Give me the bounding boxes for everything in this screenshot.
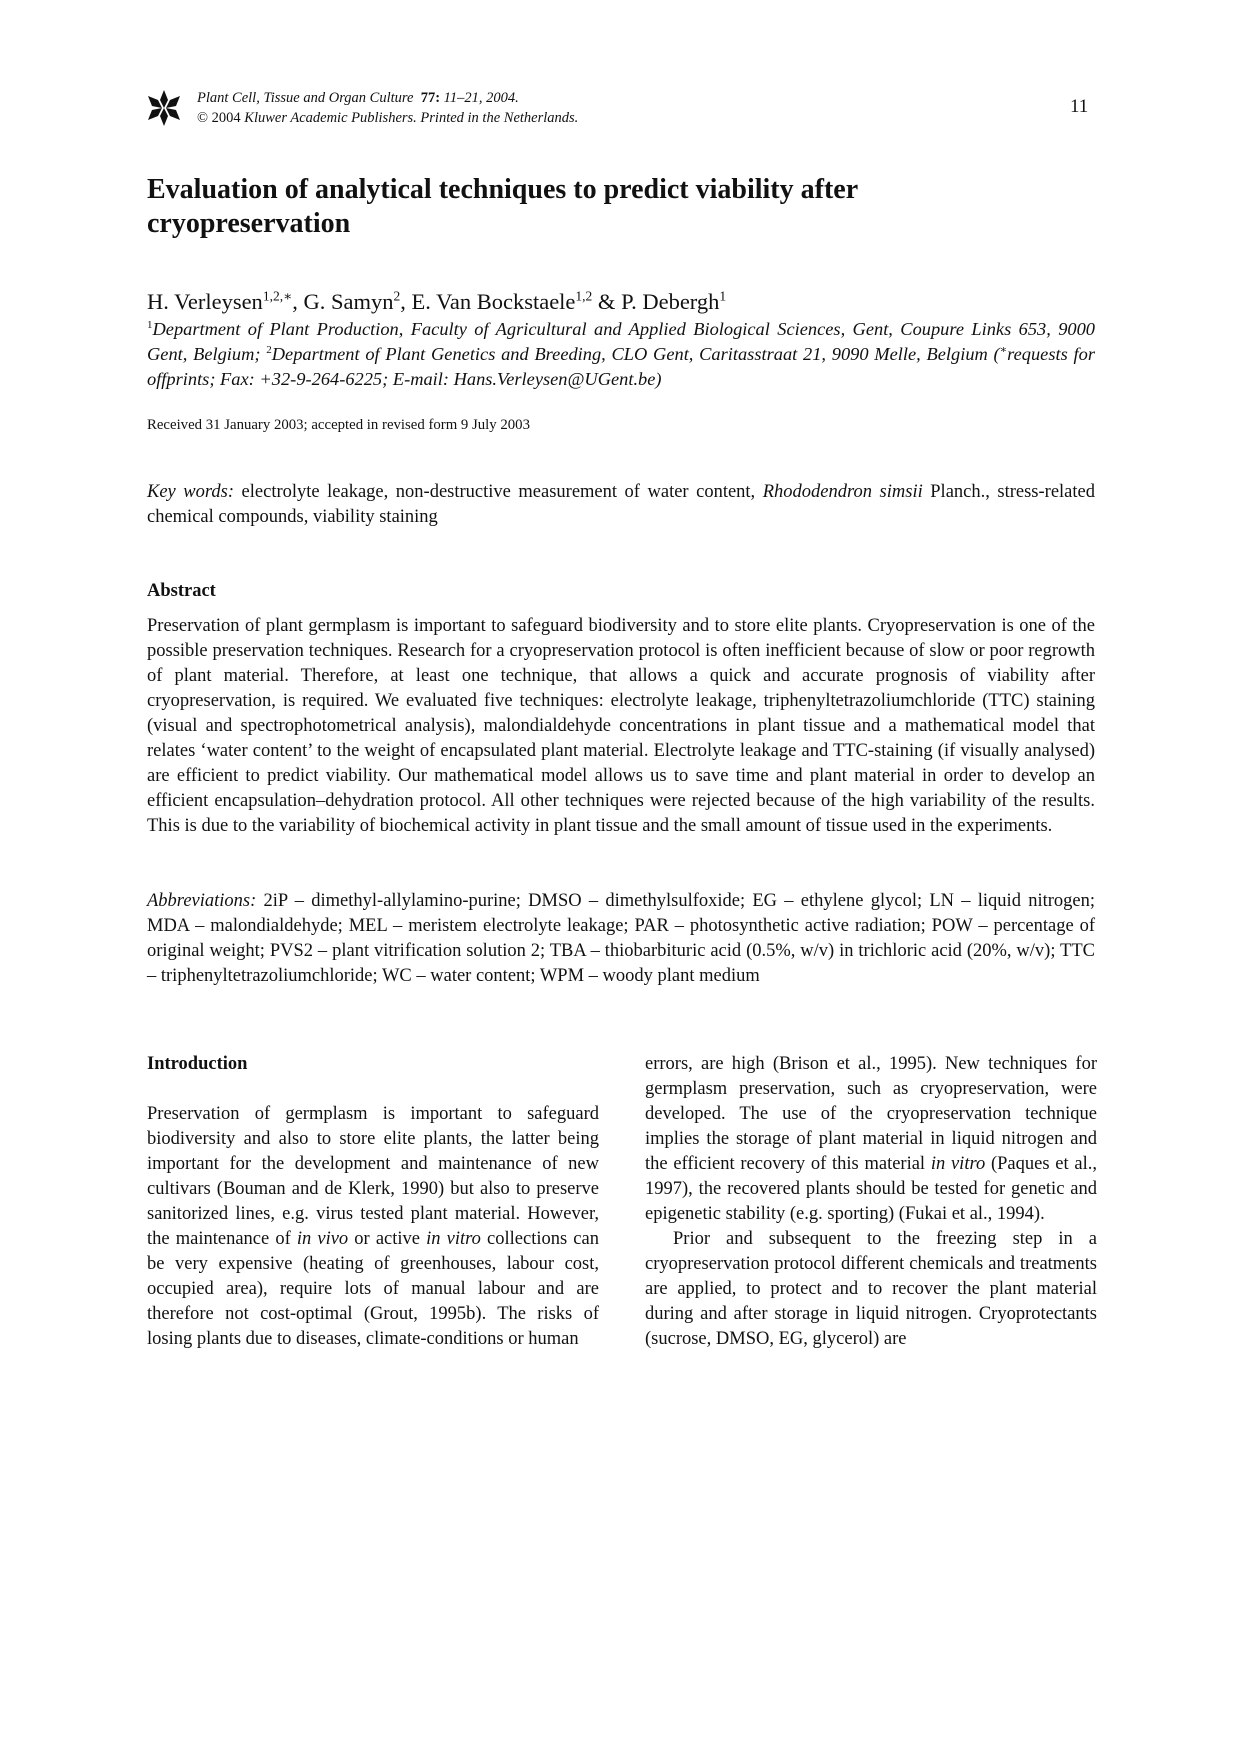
introduction-paragraph-continued — [645, 1052, 1097, 1227]
author-affiliation-mark: 1,2 — [575, 288, 593, 304]
abbreviations-text: 2iP – dimethyl-allylamino-purine; DMSO – dimethylsulfoxide; EG – ethylene glycol; LN – liquid nitrogen; MDA – malondialdehyde; MEL – meristem electrolyte leakage; PAR – photosynthetic active radiation; POW – percentage of original weight; PVS2 – plant vitrification solution 2; TBA – thiobarbituric acid (0.5%, w/v) in trichloric acid (20%, w/v); TTC – triphenyltetrazoliumchloride; WC – water content; WPM – woody plant medium — [147, 891, 1095, 986]
affiliation-text: Department of Plant Genetics and Breeding, CLO Gent, Caritasstraat 21, 9090 Melle, Belgium ( — [271, 344, 1000, 364]
copyright-prefix: © 2004 — [197, 110, 245, 126]
journal-citation — [197, 88, 578, 128]
author-affiliations — [147, 317, 1095, 392]
author-separator: , — [400, 289, 412, 314]
kluwer-publisher-logo-icon — [146, 88, 182, 128]
journal-pages-year: 11–21, 2004. — [440, 90, 519, 106]
abstract-text: Preservation of plant germplasm is important to safeguard biodiversity and to store elite plants. Cryopreservation is one of the possible preservation techniques. Research for a cryopreservation protocol is often inefficient because of slow or poor regrowth of plant material. Therefore, at least one technique, that allows a quick and accurate prognosis of viability after cryopreservation, is required. We evaluated five techniques: electrolyte leakage, triphenyltetrazoliumchloride (TTC) staining (visual and spectrophotometrical analysis), malondialdehyde concentrations in plant tissue and a mathematical model that relates ‘water content’ to the weight of encapsulated plant material. Electrolyte leakage and TTC-staining (if visually analysed) are efficient to predict viability. Our mathematical model allows us to save time and plant material in order to develop an efficient encapsulation–dehydration protocol. All other techniques were rejected because of the high variability of the results. This is due to the variability of biochemical activity in plant tissue and the small amount of tissue used in the experiments. — [147, 616, 1095, 836]
journal-volume: 77: — [420, 90, 441, 106]
paragraph-italic: in vitro — [426, 1229, 481, 1249]
keywords-species: Rhododendron simsii — [762, 482, 923, 502]
author-separator: & — [592, 289, 622, 314]
affiliation-mark: 2 — [266, 343, 272, 356]
author-name: G. Samyn — [303, 289, 394, 314]
author-affiliation-mark: 1,2,∗ — [262, 288, 293, 304]
author-list — [147, 287, 726, 317]
paragraph-text: (Paques et al., 1997), the recovered plants should be tested for genetic and epigenetic stability (e.g. sporting) (Fukai et al., 1994). — [645, 1154, 1097, 1224]
keywords — [147, 480, 1095, 530]
author-separator: , — [292, 289, 304, 314]
abbreviations — [147, 889, 1095, 989]
paragraph-text: collections can be very expensive (heating of greenhouses, labour cost, occupied area), require lots of manual labour and are therefore not cost-optimal (Grout, 1995b). The risks of losing plants due to diseases, climate-conditions or human — [147, 1229, 599, 1349]
copyright-line — [197, 108, 578, 128]
introduction-paragraph — [147, 1102, 599, 1352]
affiliation-text: Department of Plant Production, Faculty of Agricultural and Applied Biological Sciences, Gent, Coupure Links 653, 9000 Gent, Belgium; — [147, 319, 1095, 364]
affiliation-mark: 1 — [147, 318, 153, 331]
paragraph-text: Preservation of germplasm is important to safeguard biodiversity and also to store elite plants, the latter being important for the development and maintenance of new cultivars (Bouman and de Klerk, 1990) but also to preserve sanitorized lines, e.g. virus tested plant material. However, the maintenance of — [147, 1104, 599, 1249]
keywords-text: electrolyte leakage, non-destructive measurement of water content, — [234, 482, 763, 502]
author-name: P. Debergh — [621, 289, 720, 314]
copyright-publisher: Kluwer Academic Publishers. Printed in the Netherlands. — [244, 110, 579, 126]
article-title: Evaluation of analytical techniques to predict viability after cryopreservation — [147, 174, 858, 239]
journal-name: Plant Cell, Tissue and Organ Culture — [197, 90, 414, 106]
introduction-column-right — [645, 1052, 1097, 1352]
heading-spacer — [147, 1077, 599, 1102]
correspondence-mark: ∗ — [999, 343, 1008, 356]
author-name: E. Van Bockstaele — [411, 289, 576, 314]
introduction-heading: Introduction — [147, 1054, 248, 1074]
author-affiliation-mark: 2 — [393, 288, 401, 304]
correspondence-text: requests for offprints; Fax: +32-9-264-6225; E-mail: Hans.Verleysen@UGent.be) — [147, 344, 1095, 389]
introduction-paragraph-2: Prior and subsequent to the freezing step in a cryopreservation protocol different chemicals and treatments are applied, to protect and to recover the plant material during and after storage in liquid nitrogen. Cryoprotectants (sucrose, DMSO, EG, glycerol) are — [645, 1229, 1097, 1349]
abbreviations-label: Abbreviations: — [147, 891, 257, 911]
author-affiliation-mark: 1 — [719, 288, 727, 304]
abstract-heading: Abstract — [147, 581, 216, 601]
journal-line — [197, 88, 578, 108]
received-dates: Received 31 January 2003; accepted in revised form 9 July 2003 — [147, 417, 530, 433]
keywords-text: Planch., stress-related chemical compounds, viability staining — [147, 482, 1095, 527]
paragraph-text: or active — [348, 1229, 427, 1249]
paragraph-italic: in vivo — [296, 1229, 349, 1249]
paragraph-text: errors, are high (Brison et al., 1995). New techniques for germplasm preservation, such as cryopreservation, were developed. The use of the cryopreservation technique implies the storage of plant material in liquid nitrogen and the efficient recovery of this material — [645, 1054, 1097, 1174]
paragraph-italic: in vitro — [930, 1154, 986, 1174]
keywords-label: Key words: — [147, 482, 235, 502]
introduction-column-left — [147, 1052, 599, 1352]
page-number: 11 — [1070, 96, 1089, 117]
author-name: H. Verleysen — [147, 289, 263, 314]
